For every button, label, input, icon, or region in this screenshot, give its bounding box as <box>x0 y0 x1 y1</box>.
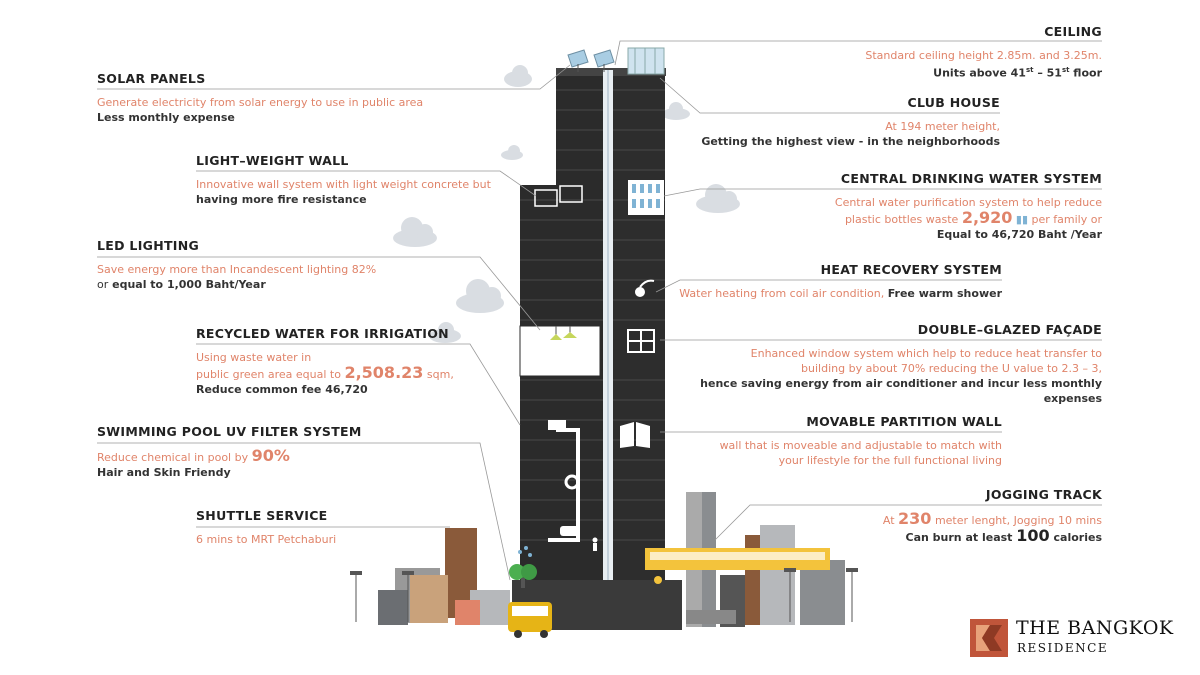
feature-desc: Using waste water in <box>196 351 312 364</box>
feature-extra: hence saving energy from air conditioner and incur less monthly expenses <box>700 377 1102 405</box>
percent-value: 90% <box>251 446 290 465</box>
feature-desc: Innovative wall system with light weight concrete but <box>196 178 491 191</box>
feature-extra <box>772 63 1102 81</box>
extra-pre: Can burn at least <box>905 531 1013 544</box>
extra-post: floor <box>1069 66 1102 80</box>
feature-extra: Hair and Skin Friendy <box>97 466 231 479</box>
feature-title: CEILING <box>1044 24 1102 39</box>
logo-name: THE BANGKOK <box>1016 617 1174 639</box>
feature-double-glazed-facade <box>652 322 1102 406</box>
feature-desc: wall that is moveable and adjustable to match with <box>719 439 1002 452</box>
feature-desc <box>97 448 427 465</box>
feature-heat-recovery <box>672 262 1002 301</box>
feature-drinking-water <box>772 171 1102 242</box>
area-value: 2,508.23 <box>344 363 424 382</box>
extra-post: calories <box>1053 531 1102 544</box>
feature-ceiling <box>772 24 1102 81</box>
calories-value: 100 <box>1016 526 1050 545</box>
pool-icon <box>560 526 580 536</box>
feature-title: LED LIGHTING <box>97 238 200 253</box>
feature-extra: Less monthly expense <box>97 111 235 124</box>
feature-desc: Central water purification system to help reduce <box>834 196 1102 209</box>
shuttle-bus-icon <box>508 602 552 638</box>
extra-prefix: or <box>97 278 109 291</box>
feature-extra: Getting the highest view - in the neighborhoods <box>701 135 1000 148</box>
cloud-icon <box>501 145 523 160</box>
feature-movable-partition <box>672 414 1002 468</box>
feature-extra: having more fire resistance <box>196 193 367 206</box>
feature-desc: At 194 meter height, <box>885 120 1000 133</box>
feature-title: CLUB HOUSE <box>907 95 1000 110</box>
feature-extra: Reduce common fee 46,720 <box>196 383 368 396</box>
feature-jogging-track <box>772 487 1102 545</box>
water-bottles-icon <box>628 180 664 215</box>
feature-recycled-water <box>196 326 496 397</box>
feature-pool-uv-filter <box>97 424 427 480</box>
feature-title: RECYCLED WATER FOR IRRIGATION <box>196 326 449 341</box>
logo-mark-icon <box>970 619 1008 657</box>
feature-light-weight-wall <box>196 153 496 207</box>
bottle-icon: ▮▮ <box>1015 213 1029 226</box>
feature-desc: Save energy more than Incandescent lighting 82% <box>97 263 377 276</box>
desc-post: sqm, <box>426 368 454 381</box>
feature-club-house <box>680 95 1000 149</box>
desc-pre: plastic bottles waste <box>844 213 959 226</box>
cloud-icon <box>456 279 504 313</box>
feature-extra: Equal to 46,720 Baht /Year <box>936 228 1102 241</box>
feature-title: SHUTTLE SERVICE <box>196 508 328 523</box>
desc-pre: public green area equal to <box>196 368 341 381</box>
feature-title: CENTRAL DRINKING WATER SYSTEM <box>840 171 1102 186</box>
feature-title: SWIMMING POOL UV FILTER SYSTEM <box>97 424 362 439</box>
sup-2: st <box>1061 66 1070 74</box>
desc-pre: Reduce chemical in pool by <box>97 451 249 464</box>
desc-pre: At <box>882 514 895 527</box>
feature-desc <box>672 286 1002 301</box>
feature-desc-2: building by about 70% reducing the U value to 2.3 – 3, <box>801 362 1102 375</box>
feature-solar-panels <box>97 71 427 125</box>
feature-desc-2 <box>196 365 496 382</box>
logo-sub: RESIDENCE <box>1017 641 1109 655</box>
extra-text: equal to 1,000 Baht/Year <box>112 278 266 291</box>
extra-pre: Units above 41 <box>933 66 1026 80</box>
sup-1: st <box>1025 66 1034 74</box>
cloud-icon <box>504 65 532 87</box>
extra-mid: – 51 <box>1033 66 1062 80</box>
distance-value: 230 <box>898 509 932 528</box>
feature-title: HEAT RECOVERY SYSTEM <box>820 262 1002 277</box>
feature-desc <box>772 511 1102 528</box>
feature-title: JOGGING TRACK <box>985 487 1102 502</box>
desc-post: meter lenght, Jogging 10 mins <box>934 514 1102 527</box>
feature-desc: 6 mins to MRT Petchaburi <box>196 533 337 546</box>
desc-pre: Water heating from coil air condition, <box>679 287 885 300</box>
feature-desc: Standard ceiling height 2.85m. and 3.25m. <box>865 49 1102 62</box>
feature-desc-2: your lifestyle for the full functional living <box>778 454 1002 467</box>
feature-extra <box>772 528 1102 545</box>
feature-shuttle-service <box>196 508 456 547</box>
brand-logo <box>970 617 1190 659</box>
feature-led-lighting <box>97 238 427 292</box>
cloud-icon <box>696 184 740 213</box>
feature-desc: Enhanced window system which help to reduce heat transfer to <box>750 347 1102 360</box>
jogger-icon <box>593 538 598 552</box>
feature-desc: Generate electricity from solar energy to use in public area <box>97 96 424 109</box>
feature-title: LIGHT–WEIGHT WALL <box>196 153 349 168</box>
feature-desc-2 <box>772 210 1102 227</box>
feature-title: MOVABLE PARTITION WALL <box>806 414 1002 429</box>
feature-title: SOLAR PANELS <box>97 71 206 86</box>
desc-bold: Free warm shower <box>887 287 1002 300</box>
feature-extra <box>97 277 427 292</box>
desc-post: per family or <box>1031 213 1102 226</box>
club-house-icon <box>628 48 664 74</box>
bottles-value: 2,920 <box>961 208 1013 227</box>
feature-title: DOUBLE–GLAZED FAÇADE <box>917 322 1102 337</box>
